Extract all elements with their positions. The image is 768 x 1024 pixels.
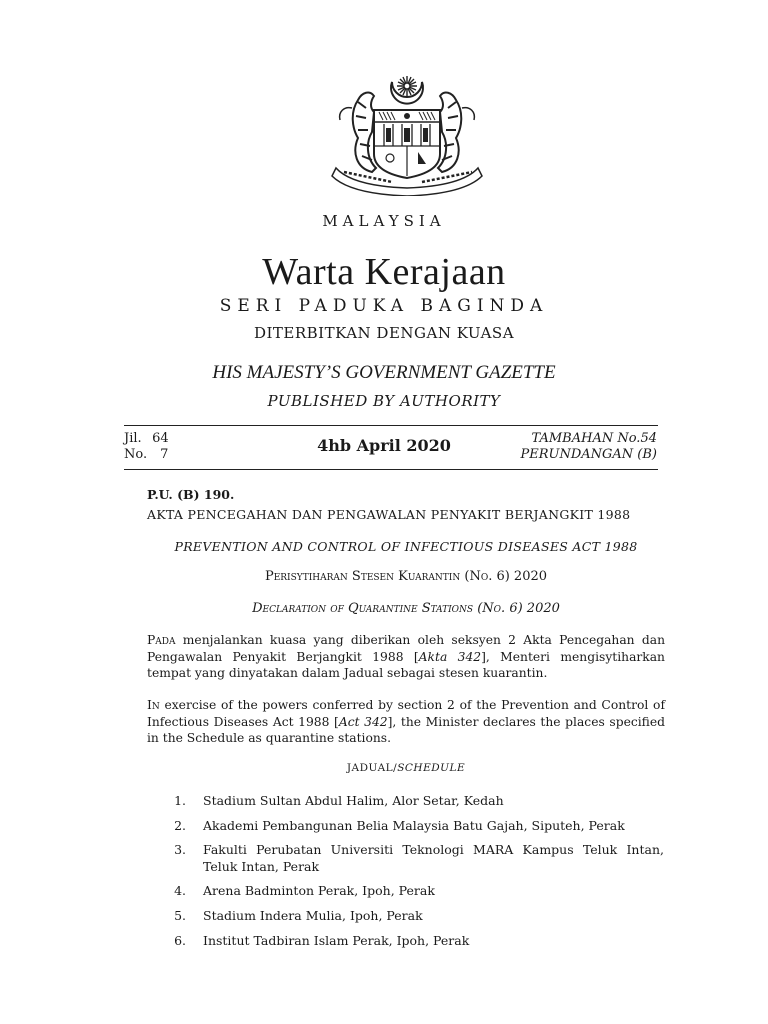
schedule-item-text: Akademi Pembangunan Belia Malaysia Batu Gajah, Siputeh, Perak xyxy=(203,818,625,833)
act-reference-english: Act 342 xyxy=(338,714,388,729)
gazette-title: Warta Kerajaan xyxy=(262,251,506,293)
schedule-label-malay: JADUAL/ xyxy=(346,762,398,774)
paragraph-text-malay-2: ], Menteri mengisytiharkan tempat yang dinyatakan dalam Jadual sebagai stesen kuarantin. xyxy=(147,649,665,680)
supplement-number: 54 xyxy=(640,431,657,446)
declaration-title-english: Declaration of Quarantine Stations (No. 6) 2020 xyxy=(252,601,560,616)
schedule-item-number: 1. xyxy=(174,793,186,808)
supplement-label: TAMBAHAN No. xyxy=(531,431,641,446)
paragraph-text-malay-1: menjalankan kuasa yang diberikan oleh seksyen 2 Akta Pencegahan dan Pengawalan Penyakit Berjangkit 1988 [ xyxy=(147,633,665,664)
schedule-item-text: Stadium Sultan Abdul Halim, Alor Setar, Kedah xyxy=(203,793,504,808)
paragraph-lead-malay: Pada xyxy=(147,633,176,647)
paragraph-text-english-2: ], the Minister declares the places specified in the Schedule as quarantine stations. xyxy=(147,714,666,745)
schedule-item-text: Institut Tadbiran Islam Perak, Ipoh, Perak xyxy=(203,933,470,948)
declaration-title-malay: Perisytiharan Stesen Kuarantin (No. 6) 2020 xyxy=(264,569,548,584)
paragraph-text-english-1: exercise of the powers conferred by section 2 of the Prevention and Control of Infectious Diseases Act 1988 [ xyxy=(147,698,665,729)
schedule-item-text: Fakulti Perubatan Universiti Teknologi MARA Kampus Teluk Intan, Teluk Intan, Perak xyxy=(203,842,664,874)
header-rule-top xyxy=(124,425,658,426)
schedule-item-text: Stadium Indera Mulia, Ipoh, Perak xyxy=(203,908,423,923)
supplement-block xyxy=(520,431,657,463)
act-title-english: PREVENTION AND CONTROL OF INFECTIOUS DISEASES ACT 1988 xyxy=(174,539,638,554)
paragraph-malay xyxy=(147,632,665,682)
schedule-item-text: Arena Badminton Perak, Ipoh, Perak xyxy=(203,883,435,898)
header-rule-bottom xyxy=(124,469,658,470)
country-name: MALAYSIA xyxy=(322,212,446,230)
schedule-item-number: 3. xyxy=(174,842,186,857)
act-title-malay: AKTA PENCEGAHAN DAN PENGAWALAN PENYAKIT BERJANGKIT 1988 xyxy=(147,507,631,522)
pu-reference: P.U. (B) 190. xyxy=(147,487,235,502)
volume-value: 64 xyxy=(152,431,169,446)
number-value: 7 xyxy=(160,447,169,462)
supplement-line xyxy=(520,431,657,447)
schedule-item-number: 6. xyxy=(174,933,186,948)
schedule-item-number: 4. xyxy=(174,883,186,898)
authority-malay: DITERBITKAN DENGAN KUASA xyxy=(253,324,515,342)
authority-english: PUBLISHED BY AUTHORITY xyxy=(267,392,501,410)
schedule-item-number: 5. xyxy=(174,908,186,923)
act-reference-malay: Akta 342 xyxy=(418,649,482,664)
schedule-item-number: 2. xyxy=(174,818,186,833)
supplement-type: PERUNDANGAN (B) xyxy=(520,447,657,462)
volume-label: Jil. xyxy=(124,431,142,446)
paragraph-english xyxy=(147,697,665,747)
schedule-heading xyxy=(147,762,665,774)
paragraph-lead-english: In xyxy=(147,698,160,712)
number-label: No. xyxy=(124,447,148,462)
gazette-subtitle: SERI PADUKA BAGINDA xyxy=(219,296,549,316)
schedule-label-english: SCHEDULE xyxy=(397,762,466,774)
coat-of-arms-emblem xyxy=(322,72,492,196)
issue-date: 4hb April 2020 xyxy=(317,436,451,455)
gazette-title-english: HIS MAJESTY’S GOVERNMENT GAZETTE xyxy=(212,362,556,383)
